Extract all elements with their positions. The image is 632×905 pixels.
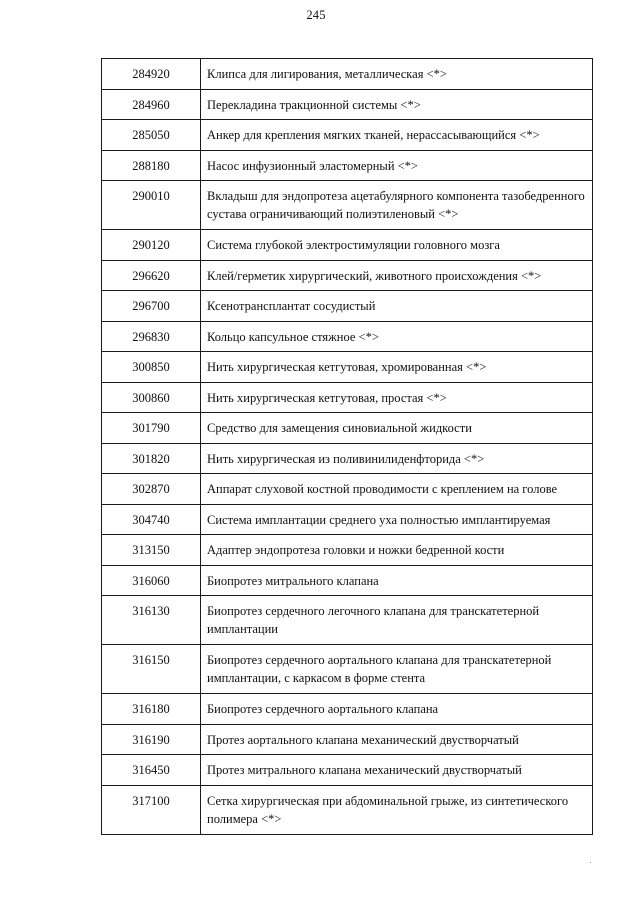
- row-name: Насос инфузионный эластомерный <*>: [201, 150, 593, 181]
- table-row: [102, 89, 593, 120]
- device-code-table: [101, 58, 593, 835]
- row-name: Средство для замещения синовиальной жидкости: [201, 413, 593, 444]
- row-code: 317100: [102, 785, 201, 834]
- row-code: 313150: [102, 535, 201, 566]
- row-code: 316130: [102, 596, 201, 645]
- table-row: [102, 181, 593, 230]
- row-code: 300850: [102, 352, 201, 383]
- row-code: 296620: [102, 260, 201, 291]
- row-name: Система имплантации среднего уха полностью имплантируемая: [201, 504, 593, 535]
- row-name: Анкер для крепления мягких тканей, нерассасывающийся <*>: [201, 120, 593, 151]
- row-name: Биопротез сердечного легочного клапана для транскатетерной имплантации: [201, 596, 593, 645]
- table-row: [102, 120, 593, 151]
- row-code: 290120: [102, 230, 201, 261]
- table-row: [102, 785, 593, 834]
- table-body: [102, 59, 593, 835]
- row-name: Система глубокой электростимуляции головного мозга: [201, 230, 593, 261]
- row-code: 296700: [102, 291, 201, 322]
- row-code: 316190: [102, 724, 201, 755]
- table-row: [102, 694, 593, 725]
- table-row: [102, 382, 593, 413]
- row-name: Аппарат слуховой костной проводимости с креплением на голове: [201, 474, 593, 505]
- table-row: [102, 150, 593, 181]
- row-code: 316060: [102, 565, 201, 596]
- row-code: 296830: [102, 321, 201, 352]
- row-code: 304740: [102, 504, 201, 535]
- row-code: 290010: [102, 181, 201, 230]
- table-row: [102, 260, 593, 291]
- table-row: [102, 565, 593, 596]
- table-row: [102, 413, 593, 444]
- table-row: [102, 645, 593, 694]
- row-name: Адаптер эндопротеза головки и ножки бедренной кости: [201, 535, 593, 566]
- row-name: Вкладыш для эндопротеза ацетабулярного компонента тазобедренного сустава ограничивающий полиэтиленовый <*>: [201, 181, 593, 230]
- row-code: 316450: [102, 755, 201, 786]
- row-name: Клей/герметик хирургический, животного происхождения <*>: [201, 260, 593, 291]
- row-name: Нить хирургическая из поливинилиденфторида <*>: [201, 443, 593, 474]
- row-name: Сетка хирургическая при абдоминальной грыже, из синтетического полимера <*>: [201, 785, 593, 834]
- row-code: 284960: [102, 89, 201, 120]
- table-row: [102, 535, 593, 566]
- row-code: 301820: [102, 443, 201, 474]
- table-row: [102, 474, 593, 505]
- row-name: Биопротез сердечного аортального клапана для транскатетерной имплантации, с каркасом в форме стента: [201, 645, 593, 694]
- row-name: Нить хирургическая кетгутовая, простая <*>: [201, 382, 593, 413]
- table-row: [102, 321, 593, 352]
- table-row: [102, 755, 593, 786]
- row-name: Ксенотрансплантат сосудистый: [201, 291, 593, 322]
- row-name: Протез митрального клапана механический двустворчатый: [201, 755, 593, 786]
- row-code: 316180: [102, 694, 201, 725]
- row-code: 316150: [102, 645, 201, 694]
- row-name: Кольцо капсульное стяжное <*>: [201, 321, 593, 352]
- scan-speck: [590, 862, 591, 863]
- table-row: [102, 443, 593, 474]
- row-name: Перекладина тракционной системы <*>: [201, 89, 593, 120]
- table-row: [102, 230, 593, 261]
- table-row: [102, 352, 593, 383]
- table-row: [102, 504, 593, 535]
- page-number: 245: [306, 8, 326, 22]
- row-code: 284920: [102, 59, 201, 90]
- table-row: [102, 596, 593, 645]
- table-row: [102, 291, 593, 322]
- table-row: [102, 724, 593, 755]
- row-name: Биопротез сердечного аортального клапана: [201, 694, 593, 725]
- row-name: Клипса для лигирования, металлическая <*>: [201, 59, 593, 90]
- row-code: 301790: [102, 413, 201, 444]
- row-code: 300860: [102, 382, 201, 413]
- row-code: 285050: [102, 120, 201, 151]
- row-code: 302870: [102, 474, 201, 505]
- row-name: Биопротез митрального клапана: [201, 565, 593, 596]
- row-name: Нить хирургическая кетгутовая, хромированная <*>: [201, 352, 593, 383]
- row-code: 288180: [102, 150, 201, 181]
- table-row: [102, 59, 593, 90]
- row-name: Протез аортального клапана механический двустворчатый: [201, 724, 593, 755]
